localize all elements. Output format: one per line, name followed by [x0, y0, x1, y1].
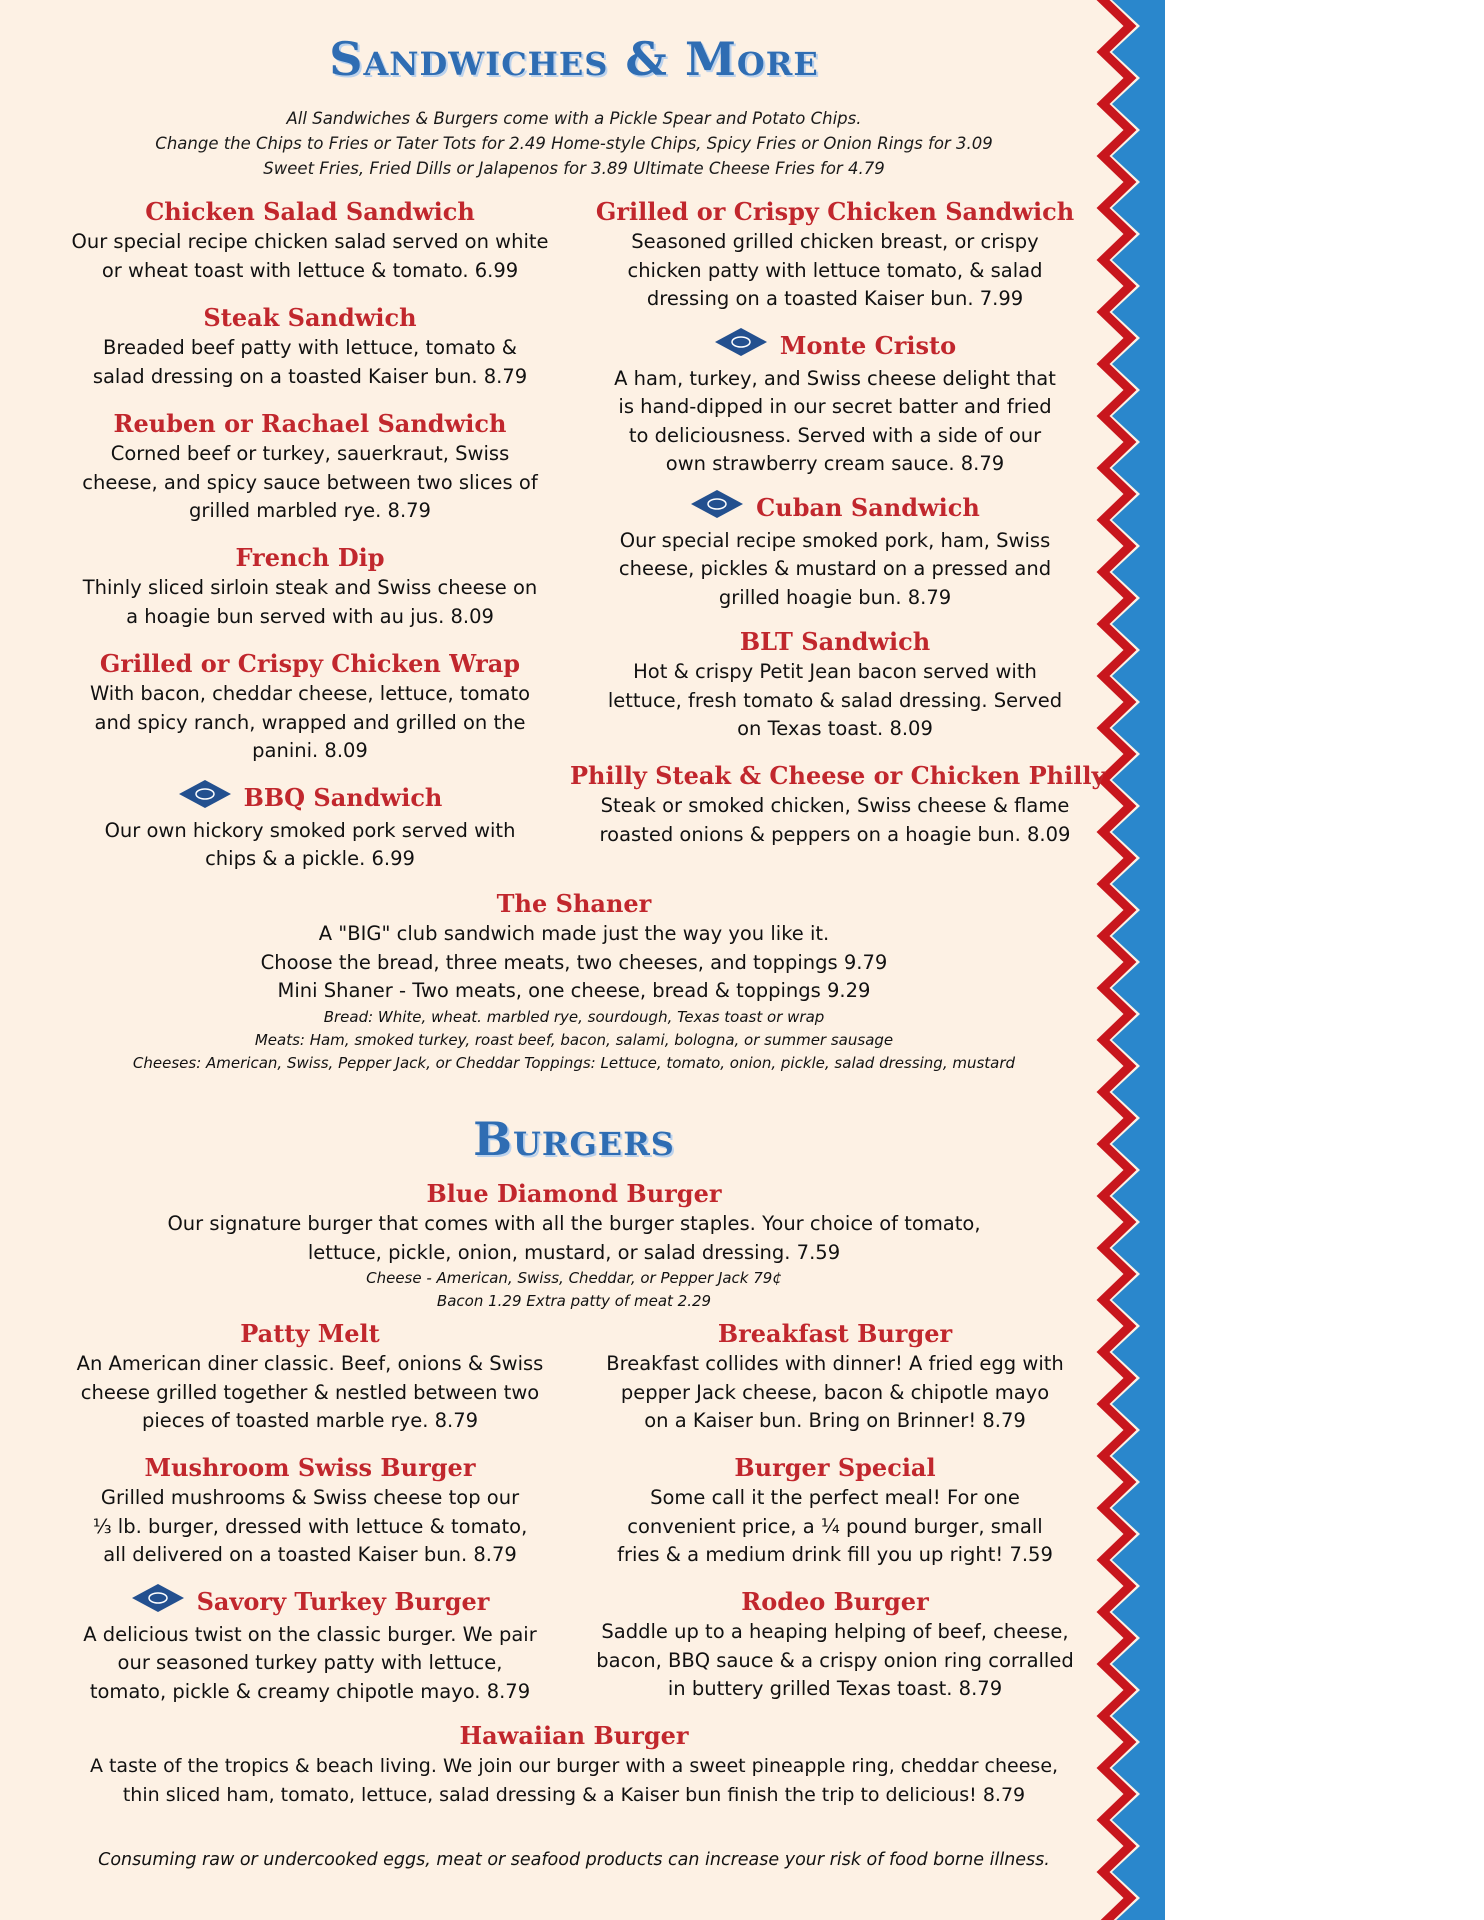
item-description: With bacon, cheddar cheese, lettuce, tomato and spicy ranch, wrapped and grilled on the panini. 8.09 [89, 682, 531, 762]
item-name: Mushroom Swiss Burger [144, 1453, 476, 1482]
item-name: BLT Sandwich [739, 627, 931, 656]
item-description: Some call it the perfect meal! For one convenient price, a ¼ pound burger, small fries & a medium drink fill you up right! 7.59 [617, 1486, 1053, 1566]
item-description: Our special recipe chicken salad served on white or wheat toast with lettuce & tomato. 6.99 [71, 230, 549, 282]
item-name: Monte Cristo [585, 330, 1085, 365]
intro-line: Sweet Fries, Fried Dills or Jalapenos for 3.89 Ultimate Cheese Fries for 4.79 [263, 159, 885, 178]
item-name: BBQ Sandwich [60, 782, 560, 817]
burgers-title: Burgers [473, 1112, 675, 1166]
item-description: Our signature burger that comes with all the burger staples. Your choice of tomato, lettuce, pickle, onion, mustard, or salad dressing. 7.59 [167, 1212, 981, 1264]
item-name: Breakfast Burger [717, 1319, 953, 1348]
item-name: Steak Sandwich [203, 303, 417, 332]
menu-item [60, 782, 560, 874]
item-name: Cuban Sandwich [585, 492, 1085, 527]
item-description: Hot & crispy Petit Jean bacon served with lettuce, fresh tomato & salad dressing. Served on Texas toast. 8.09 [607, 660, 1063, 740]
menu-item [585, 626, 1085, 744]
menu-item [60, 648, 560, 766]
menu-item [60, 1452, 560, 1570]
menu-item-hawaiian [0, 1720, 1148, 1809]
menu-item [60, 302, 560, 391]
item-name: Reuben or Rachael Sandwich [113, 409, 507, 438]
item-description: Seasoned grilled chicken breast, or crispy chicken patty with lettuce tomato, & salad dressing on a toasted Kaiser bun. 7.99 [627, 230, 1043, 310]
item-description: A "BIG" club sandwich made just the way you like it. Choose the bread, three meats, two cheeses, and toppings 9.79 Mini Shaner - Two meats, one cheese, bread & toppings 9.29 [260, 922, 888, 1002]
item-name: French Dip [235, 543, 385, 572]
menu-item [570, 760, 1106, 849]
menu-item-blue-diamond [0, 1178, 1148, 1313]
item-options: Cheese - American, Swiss, Cheddar, or Pepper Jack 79¢ Bacon 1.29 Extra patty of meat 2.29 [366, 1269, 782, 1310]
item-name: Hawaiian Burger [459, 1721, 689, 1750]
menu-item [60, 542, 560, 631]
menu-item [60, 196, 560, 285]
item-description: Breaded beef patty with lettuce, tomato & salad dressing on a toasted Kaiser bun. 8.79 [92, 336, 528, 388]
menu-item [60, 408, 560, 526]
menu-item [60, 1318, 560, 1436]
item-description: Thinly sliced sirloin steak and Swiss cheese on a hoagie bun served with au jus. 8.09 [82, 576, 538, 628]
item-name: Grilled or Crispy Chicken Wrap [99, 649, 521, 678]
blue-diamond-logo-icon [714, 327, 768, 365]
item-options: Bread: White, wheat. marbled rye, sourdough, Texas toast or wrap Meats: Ham, smoked turkey, roast beef, bacon, salami, bologna, or summer sausage Cheeses: American, Swiss, Pepper Jack, or Cheddar Toppings: Lettuce, tomato, onion, pickle, salad dressing, mustard [132, 1007, 1016, 1072]
menu-item [585, 1318, 1085, 1436]
item-name: Philly Steak & Cheese or Chicken Philly [570, 761, 1106, 790]
blue-diamond-logo-icon [690, 489, 744, 527]
item-description: Our own hickory smoked pork served with chips & a pickle. 6.99 [104, 818, 516, 870]
item-name: Savory Turkey Burger [60, 1586, 560, 1621]
intro-line: Change the Chips to Fries or Tater Tots for 2.49 Home-style Chips, Spicy Fries or Onion Rings for 3.09 [155, 134, 993, 153]
item-name: Chicken Salad Sandwich [145, 197, 475, 226]
blue-diamond-logo-icon [131, 1583, 185, 1621]
menu-item [585, 1452, 1085, 1570]
menu-item [570, 1586, 1100, 1704]
food-safety-disclaimer: Consuming raw or undercooked eggs, meat or seafood products can increase your risk of food borne illness. [98, 1850, 1050, 1870]
item-name: Burger Special [734, 1453, 936, 1482]
item-description: Steak or smoked chicken, Swiss cheese & flame roasted onions & peppers on a hoagie bun. 8.09 [599, 794, 1071, 846]
item-name: Grilled or Crispy Chicken Sandwich [595, 197, 1075, 226]
item-name: Rodeo Burger [741, 1587, 929, 1616]
item-description: A taste of the tropics & beach living. We join our burger with a sweet pineapple ring, cheddar cheese, thin sliced ham, tomato, lettuce, salad dressing & a Kaiser bun finish the trip to delicious! 8.79 [89, 1755, 1059, 1806]
item-description: Breakfast collides with dinner! A fried egg with pepper Jack cheese, bacon & chipotle mayo on a Kaiser bun. Bring on Brinner! 8.79 [606, 1352, 1064, 1432]
item-description: A delicious twist on the classic burger. We pair our seasoned turkey patty with lettuce, tomato, pickle & creamy chipotle mayo. 8.79 [83, 1622, 537, 1703]
menu-item [60, 1586, 560, 1706]
menu-item [585, 196, 1085, 314]
item-name: Patty Melt [240, 1319, 380, 1348]
menu-item [585, 330, 1085, 479]
item-description: An American diner classic. Beef, onions & Swiss cheese grilled together & nestled between two pieces of toasted marble rye. 8.79 [76, 1352, 544, 1432]
sandwiches-intro [0, 106, 1148, 181]
item-description: Grilled mushrooms & Swiss cheese top our ⅓ lb. burger, dressed with lettuce & tomato, all delivered on a toasted Kaiser bun. 8.79 [92, 1486, 528, 1566]
menu-item-shaner [0, 888, 1148, 1075]
item-description: Corned beef or turkey, sauerkraut, Swiss cheese, and spicy sauce between two slices of grilled marbled rye. 8.79 [82, 442, 538, 522]
item-description: A ham, turkey, and Swiss cheese delight that is hand-dipped in our secret batter and fried to deliciousness. Served with a side of our own strawberry cream sauce. 8.79 [614, 366, 1056, 475]
sandwiches-title: Sandwiches & More [329, 32, 819, 86]
item-name: Blue Diamond Burger [426, 1179, 722, 1208]
blue-diamond-logo-icon [178, 779, 232, 817]
item-name: The Shaner [496, 889, 652, 918]
intro-line: All Sandwiches & Burgers come with a Pickle Spear and Potato Chips. [286, 109, 862, 128]
item-description: Saddle up to a heaping helping of beef, cheese, bacon, BBQ sauce & a crispy onion ring corralled in buttery grilled Texas toast. 8.79 [596, 1620, 1074, 1700]
item-description: Our special recipe smoked pork, ham, Swiss cheese, pickles & mustard on a pressed and grilled hoagie bun. 8.79 [618, 528, 1052, 609]
menu-item [585, 492, 1085, 612]
